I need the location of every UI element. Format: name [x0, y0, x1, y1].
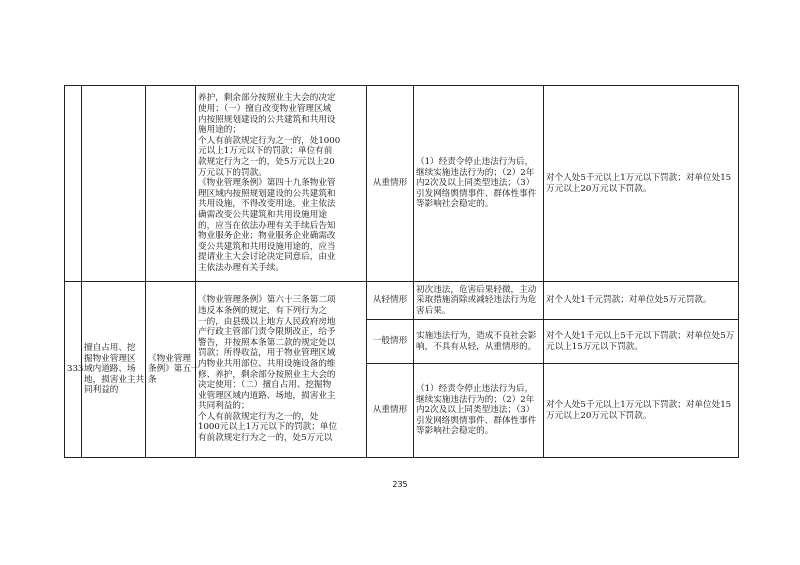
- legal-basis-cell: 《物业管理条例》第六十三条第二项 违反本条例的规定，有下列行为之 一的，由县级以上地方人民政府房地 产行政主管部门责令限期改正，给予 警告，并按照本条第二款的规定处以 罚款；所得收益，用于物业管理区域 内物业共用部位、共用设施设备的维 修、养护，剩余部分按照业主大会的 决定使用：（二）擅自占用、挖掘物 业管理区域内道路、场地，损害业主 共同利益的； 个人有前款规定行为之一的，处 1000元以上1万元以下的罚款；单位 有前款规定行为之一的，处5万元以: [196, 282, 367, 458]
- behavior-cell: [82, 86, 146, 282]
- discretion-standard-cell: 初次违法，危害后果轻微，主动采取措施消除或减轻违法行为危害后果。: [414, 282, 544, 320]
- behavior-cell: 擅自占用、挖 掘物业管理区 域内道路、场 地，损害业主共 同利益的: [82, 282, 146, 458]
- number-cell: [65, 86, 82, 282]
- law-cell: [146, 86, 196, 282]
- discretion-standard-cell: （1）经责令停止违法行为后，继续实施违法行为的；（2）2年内2次及以上同类型违法；（3）引发网络舆情事件、群体性事件等影响社会稳定的。: [414, 86, 544, 282]
- discretion-standard-cell: （1）经责令停止违法行为后，继续实施违法行为的；（2）2年内2次及以上同类型违法；（3）引发网络舆情事件、群体性事件等影响社会稳定的。: [414, 364, 544, 458]
- severity-cell: 一般情形: [367, 320, 414, 364]
- severity-cell: 从重情形: [367, 86, 414, 282]
- discretion-standard-cell: 实施违法行为，造成不良社会影响，不具有从轻，从重情形的。: [414, 320, 544, 364]
- penalty-cell: 对个人处5千元以上1万元以下罚款；对单位处15万元以上20万元以下罚款。: [544, 86, 739, 282]
- page-number: 235: [392, 480, 408, 489]
- table-row: [65, 282, 739, 320]
- item-number-cell: 333: [65, 282, 82, 458]
- penalty-cell: 对个人处1千元以上5千元以下罚款；对单位处5万元以上15万元以下罚款。: [544, 320, 739, 364]
- penalty-cell: 对个人处1千元罚款；对单位处5万元罚款。: [544, 282, 739, 320]
- severity-cell: 从轻情形: [367, 282, 414, 320]
- table-row: [65, 86, 739, 282]
- penalty-standards-table: [64, 85, 739, 458]
- legal-basis-cell: 养护，剩余部分按照业主大会的决定 使用；（一）擅自改变物业管理区域 内按照规划建设的公共建筑和共用设 施用途的； 个人有前款规定行为之一的，处1000 元以上1万元以下的罚款；单位有前 款规定行为之一的，处5万元以上20 万元以下的罚款。 《物业管理条例》第四十九条物业管 理区域内按照规划建设的公共建筑和 共用设施，不得改变用途。业主依法 确需改变公共建筑和共用设施用途 的，应当在依法办理有关手续后告知 物业服务企业；物业服务企业确需改 变公共建筑和共用设施用途的，应当 提请业主大会讨论决定同意后，由业 主依法办理有关手续。: [196, 86, 367, 282]
- law-cell: 《物业管理 条例》第五十 条: [146, 282, 196, 458]
- severity-cell: 从重情形: [367, 364, 414, 458]
- penalty-cell: 对个人处5千元以上1万元以下罚款；对单位处15万元以上20万元以下罚款。: [544, 364, 739, 458]
